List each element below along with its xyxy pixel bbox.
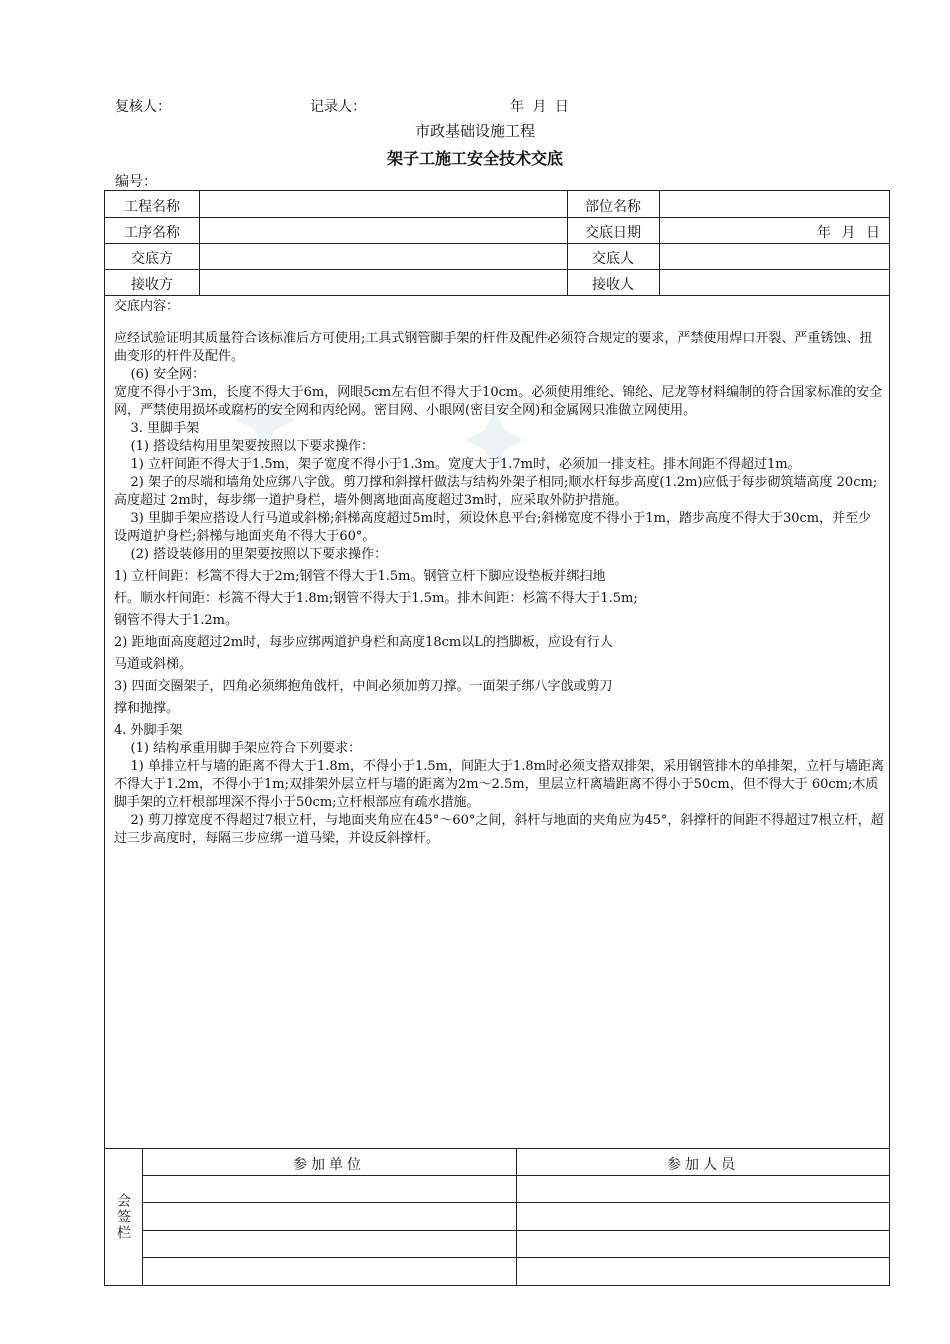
reviewer-label: 复核人： bbox=[115, 99, 171, 115]
content-paragraph: 2) 剪刀撑宽度不得超过7根立杆，与地面夹角应在45°～60°之间，斜杆与地面的夹角应为45°，斜撑杆的间距不得超过7根立杆，超过三步高度时，每隔三步应绑一道马梁，并设反斜撑杆。 bbox=[114, 813, 884, 846]
project-name-field[interactable] bbox=[199, 192, 567, 216]
sign-unit-cell[interactable] bbox=[143, 1176, 515, 1202]
handover-party-field[interactable] bbox=[199, 244, 567, 268]
top-date-label: 年 月 日 bbox=[510, 99, 571, 115]
content-paragraph: 4. 外脚手架 bbox=[114, 723, 183, 738]
content-paragraph: 2) 距地面高度超过2m时，每步应绑两道护身栏和高度18cm以L的挡脚板，应设有行人 bbox=[114, 635, 613, 650]
content-paragraph: 1) 立杆间距：杉篙不得大于2m;钢管不得大于1.5m。钢管立杆下脚应设垫板并绑扫地 bbox=[114, 569, 606, 584]
sign-unit-cell[interactable] bbox=[143, 1231, 515, 1257]
content-paragraph: 撑和抛撑。 bbox=[114, 701, 180, 716]
content-paragraph: (6) 安全网： bbox=[114, 367, 206, 382]
serial-number-label: 编号： bbox=[115, 174, 157, 190]
handover-date-value[interactable]: 年 月 日 bbox=[817, 225, 883, 241]
handover-person-field[interactable] bbox=[659, 244, 889, 268]
handover-party-label: 交底方 bbox=[131, 251, 173, 267]
content-paragraph: 杆。顺水杆间距：杉篙不得大于1.8m;钢管不得大于1.5m。排木间距：杉篙不得大于1.5m; bbox=[114, 591, 638, 606]
content-paragraph: 3. 里脚手架 bbox=[114, 421, 200, 436]
receiver-party-field[interactable] bbox=[199, 270, 567, 294]
content-paragraph: 1) 单排立杆与墙的距离不得大于1.8m，不得小于1.5m，间距大于1.8m时必须支搭双排架，采用钢管排木的单排架，立杆与墙距离不得大于1.2m，不得小于1m;双排架外层立杆与墙的距离为2m～2.5m，里层立杆离墙距离不得小于50cm，但不得大于 60cm;木质脚手架的立杆根部埋深不得小于50cm;立杆根部应有疏水措施。 bbox=[114, 759, 885, 810]
content-paragraph: 2) 架子的尽端和墙角处应绑八字戗。剪刀撑和斜撑杆做法与结构外架子相同;顺水杆每步高度(1.2m)应低于每步砌筑墙高度 20cm;高度超过 2m时，每步绑一道护身栏，墙外侧离地面高度超过3m时，应采取外防护措施。 bbox=[114, 475, 878, 508]
content-paragraph: 马道或斜梯。 bbox=[114, 657, 193, 672]
document-subtitle: 市政基础设施工程 bbox=[414, 122, 535, 140]
content-paragraph: (2) 搭设装修用的里架要按照以下要求操作： bbox=[114, 547, 388, 562]
sign-person-cell[interactable] bbox=[517, 1176, 889, 1202]
recorder-label: 记录人： bbox=[310, 99, 366, 115]
project-name-label: 工程名称 bbox=[124, 199, 180, 215]
content-paragraph: 1) 立杆间距不得大于1.5m，架子宽度不得小于1.3m。宽度大于1.7m时，必须加一排支柱。排木间距不得超过1m。 bbox=[114, 457, 801, 472]
receiver-person-field[interactable] bbox=[659, 270, 889, 294]
content-paragraph: 钢管不得大于1.2m。 bbox=[114, 613, 239, 628]
sign-person-cell[interactable] bbox=[517, 1231, 889, 1257]
sign-person-cell[interactable] bbox=[517, 1258, 889, 1284]
handover-date-label: 交底日期 bbox=[585, 225, 641, 241]
content-paragraph: 应经试验证明其质量符合该标准后方可使用;工具式钢管脚手架的杆件及配件必须符合规定的要求，严禁使用焊口开裂、严重锈蚀、扭曲变形的杆件及配件。 bbox=[114, 331, 873, 364]
process-name-field[interactable] bbox=[199, 218, 567, 242]
content-label: 交底内容： bbox=[114, 299, 180, 314]
participating-people-header: 参加人员 bbox=[667, 1157, 739, 1173]
participating-unit-header: 参加单位 bbox=[293, 1157, 365, 1173]
part-name-field[interactable] bbox=[659, 192, 889, 216]
sign-section-label bbox=[104, 1148, 142, 1286]
handover-content bbox=[114, 298, 884, 848]
content-paragraph: 3) 里脚手架应搭设人行马道或斜梯;斜梯高度超过5m时，须设休息平台;斜梯宽度不得小于1m，踏步高度不得大于30cm，并至少设两道护身栏;斜梯与地面夹角不得大于60°。 bbox=[114, 511, 872, 544]
handover-person-label: 交底人 bbox=[592, 251, 634, 267]
content-paragraph: 3) 四面交圈架子，四角必须绑抱角戗杆，中间必须加剪刀撑。一面架子绑八字戗或剪刀 bbox=[114, 679, 613, 694]
process-name-label: 工序名称 bbox=[124, 225, 180, 241]
sign-person-cell[interactable] bbox=[517, 1203, 889, 1230]
content-paragraph: (1) 搭设结构用里架要按照以下要求操作： bbox=[114, 439, 375, 454]
content-paragraph: 宽度不得小于3m，长度不得大于6m，网眼5cm左右但不得大于10cm。必须使用维纶、锦纶、尼龙等材料编制的符合国家标准的安全网，严禁使用损坏或腐朽的安全网和丙纶网。密目网、小眼网(密目安全网)和金属网只准做立网使用。 bbox=[114, 385, 883, 418]
receiver-person-label: 接收人 bbox=[592, 277, 634, 293]
sign-label-text: 会签栏 bbox=[115, 1193, 131, 1241]
part-name-label: 部位名称 bbox=[585, 199, 641, 215]
receiver-party-label: 接收方 bbox=[131, 277, 173, 293]
content-paragraph: (1) 结构承重用脚手架应符合下列要求： bbox=[114, 741, 362, 756]
document-title: 架子工施工安全技术交底 bbox=[386, 149, 563, 168]
sign-unit-cell[interactable] bbox=[143, 1203, 515, 1230]
sign-unit-cell[interactable] bbox=[143, 1258, 515, 1284]
